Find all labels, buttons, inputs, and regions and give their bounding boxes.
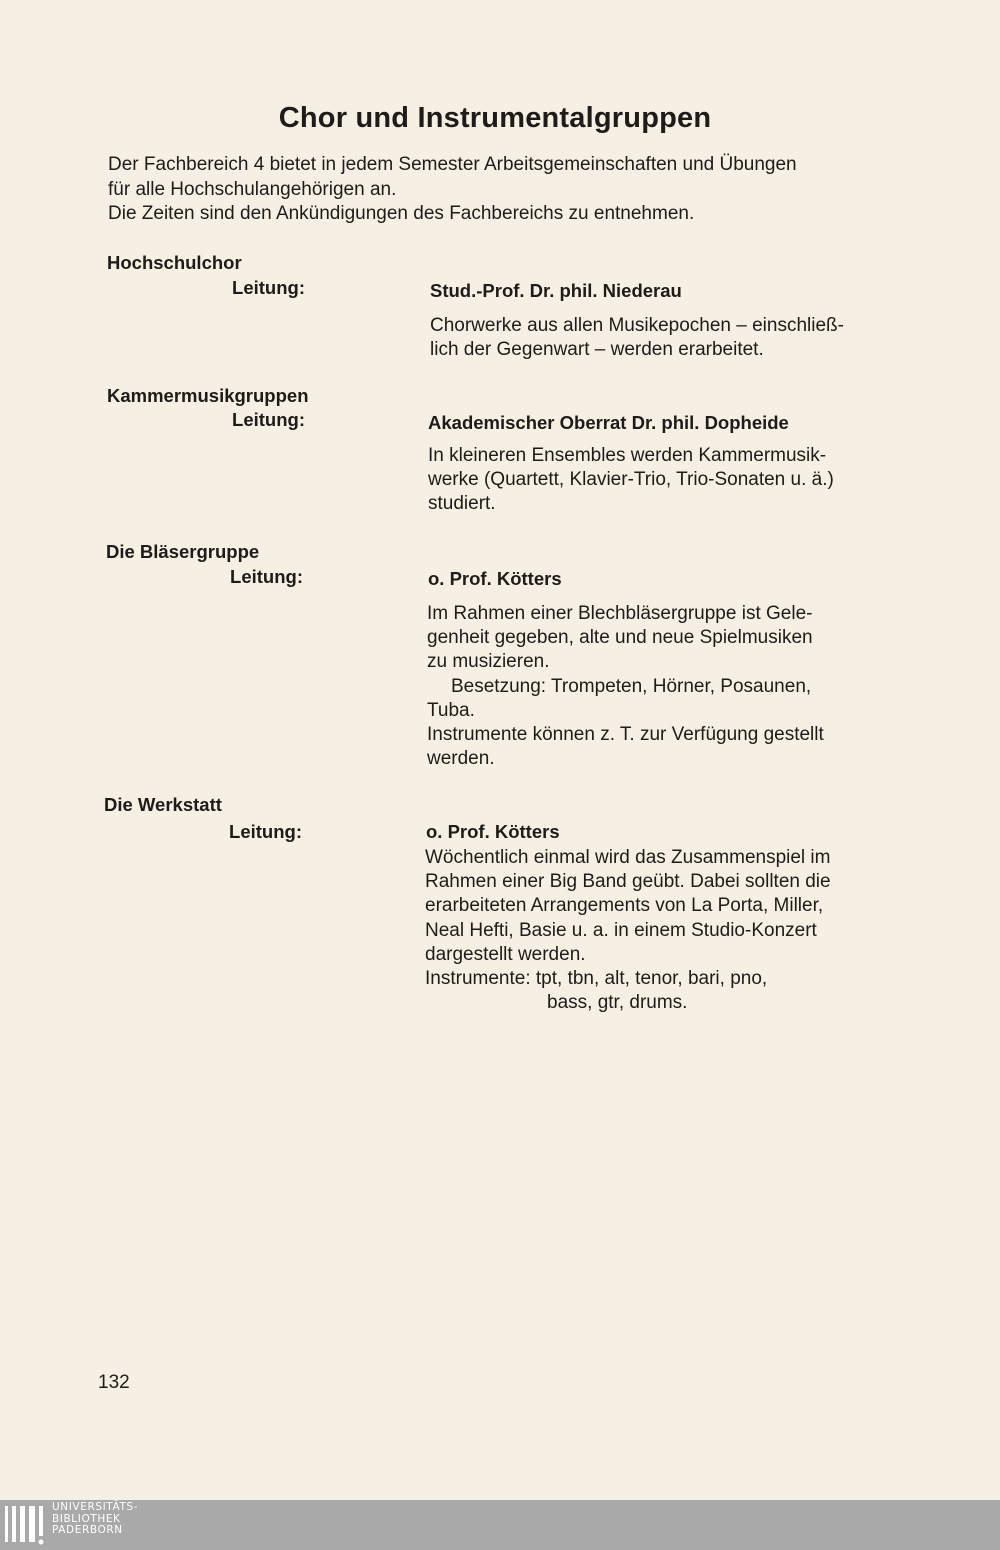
description-line: Chorwerke aus allen Musikepochen – einschließ- <box>430 315 844 336</box>
description-line: Tuba. <box>427 699 475 721</box>
description-line: Besetzung: Trompeten, Hörner, Posaunen, <box>451 675 812 697</box>
section-description <box>428 444 888 517</box>
library-name-line: BIBLIOTHEK <box>52 1512 121 1525</box>
description-line: werden. <box>427 748 495 770</box>
section-name-blaesergruppe: Die Bläsergruppe <box>106 541 260 562</box>
description-line: Instrumente: tpt, tbn, alt, tenor, bari, pno, <box>425 968 768 990</box>
section-label: Leitung: <box>232 277 305 298</box>
library-name-line: PADERBORN <box>52 1524 123 1536</box>
page-title: Chor und Instrumentalgruppen <box>278 102 712 134</box>
description-line: lich der Gegenwart – werden erarbeitet. <box>430 339 764 361</box>
section-description <box>430 314 890 362</box>
description-line: studiert. <box>428 493 496 515</box>
description-line: Wöchentlich einmal wird das Zusammenspiel im <box>425 847 831 868</box>
section-leader: Stud.-Prof. Dr. phil. Niederau <box>430 280 682 301</box>
description-line: bass, gtr, drums. <box>547 992 688 1014</box>
section-label: Leitung: <box>229 821 302 842</box>
intro-line: Die Zeiten sind den Ankündigungen des Fachbereichs zu entnehmen. <box>108 203 695 224</box>
description-line: zu musizieren. <box>427 651 550 673</box>
description-line: In kleineren Ensembles werden Kammermusik- <box>428 445 827 466</box>
section-label: Leitung: <box>230 566 303 587</box>
library-footer <box>0 1500 1000 1550</box>
library-name <box>52 1502 138 1537</box>
description-line: dargestellt werden. <box>425 943 586 965</box>
section-name-kammermusikgruppen: Kammermusikgruppen <box>107 385 309 406</box>
section-leader: Akademischer Oberrat Dr. phil. Dopheide <box>428 412 789 433</box>
section-leader: o. Prof. Kötters <box>426 821 560 842</box>
section-leader: o. Prof. Kötters <box>428 568 562 589</box>
section-name-werkstatt: Die Werkstatt <box>104 794 222 815</box>
description-line: Rahmen einer Big Band geübt. Dabei sollten die <box>425 871 831 893</box>
section-description <box>427 602 887 771</box>
library-logo-icon <box>4 1504 44 1546</box>
intro-paragraph <box>108 153 908 227</box>
description-line: erarbeiteten Arrangements von La Porta, Miller, <box>425 895 824 917</box>
description-line: genheit gegeben, alte und neue Spielmusiken <box>427 627 813 649</box>
description-line: werke (Quartett, Klavier-Trio, Trio-Sonaten u. ä.) <box>428 469 834 491</box>
section-name-hochschulchor: Hochschulchor <box>107 252 242 273</box>
section-label: Leitung: <box>232 409 305 430</box>
description-line: Im Rahmen einer Blechbläsergruppe ist Gele- <box>427 603 813 624</box>
section-description <box>425 846 885 1015</box>
page-number: 132 <box>98 1372 130 1393</box>
intro-line: Der Fachbereich 4 bietet in jedem Semester Arbeitsgemeinschaften und Übungen <box>108 154 797 175</box>
description-line: Neal Hefti, Basie u. a. in einem Studio-Konzert <box>425 919 817 941</box>
library-name-line: UNIVERSITÄTS- <box>52 1501 139 1513</box>
description-line: Instrumente können z. T. zur Verfügung gestellt <box>427 724 824 746</box>
intro-line: für alle Hochschulangehörigen an. <box>108 178 397 200</box>
